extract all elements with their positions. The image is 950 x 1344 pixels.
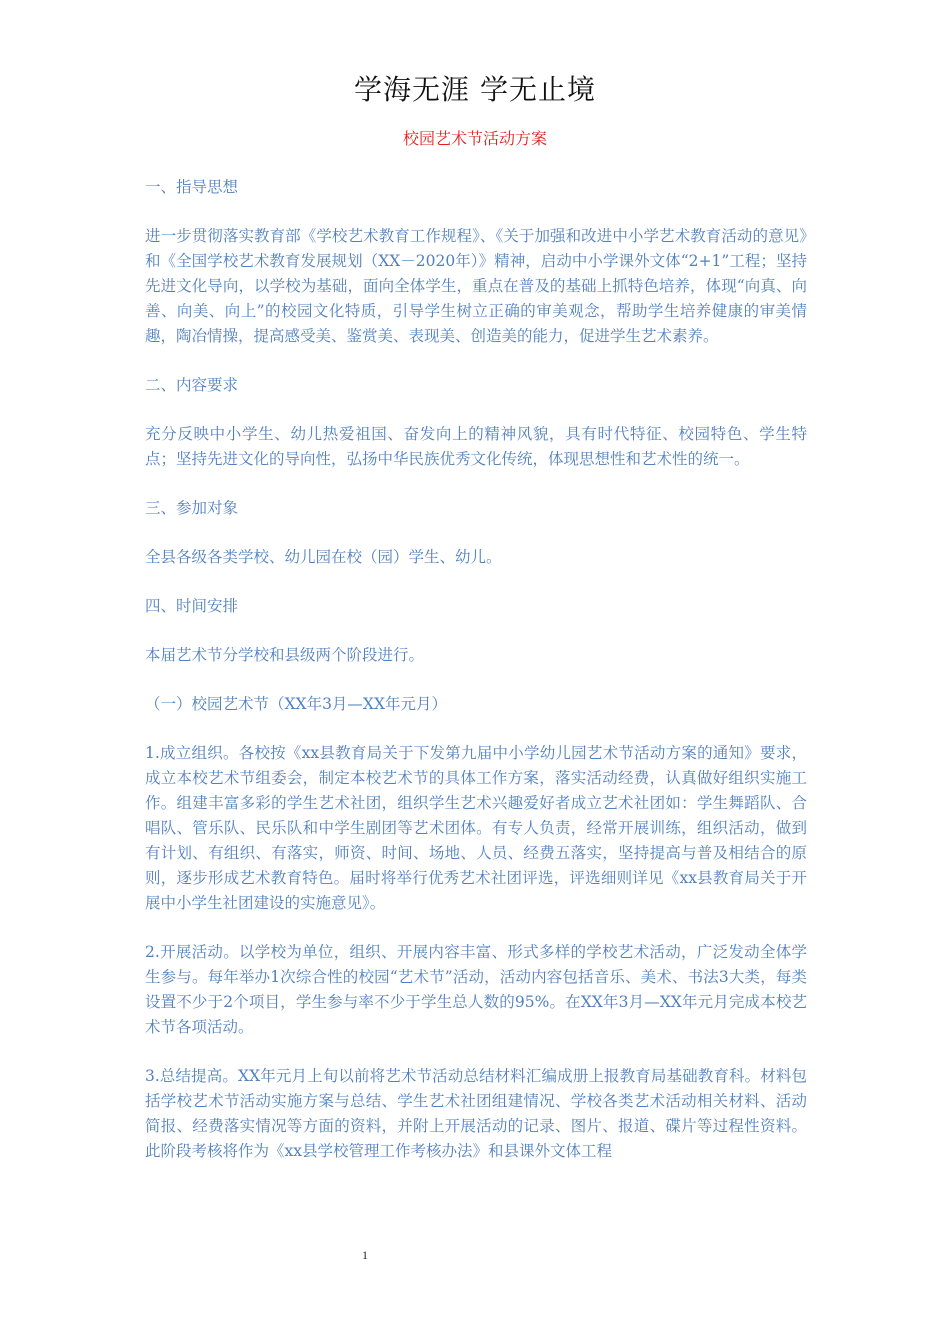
subheading-campus-festival: （一）校园艺术节（XX年3月—XX年元月） <box>145 695 448 713</box>
page-number: 1 <box>362 1248 368 1262</box>
paragraph-guiding-ideology: 进一步贯彻落实教育部《学校艺术教育工作规程》、《关于加强和改进中小学艺术教育活动的意见》和《全国学校艺术教育发展规划（XX－2020年）》精神，启动中小学课外文体“2+1”工程；坚持先进文化导向，以学校为基础，面向全体学生，重点在普及的基础上抓特色培养，体现“向真、向善、向美、向上”的校园文化特质，引导学生树立正确的审美观念，帮助学生培养健康的审美情趣，陶冶情操，提高感受美、鉴赏美、表现美、创造美的能力，促进学生艺术素养。 <box>145 227 807 345</box>
section-heading-content-requirements: 二、内容要求 <box>145 376 239 394</box>
document-body <box>145 175 807 1188</box>
paragraph-summary-improvement: 3.总结提高。XX年元月上旬以前将艺术节活动总结材料汇编成册上报教育局基础教育科。材料包括学校艺术节活动实施方案与总结、学生艺术社团组建情况、学校各类艺术活动相关材料、活动简报、经费落实情况等方面的资料，并附上开展活动的记录、图片、报道、碟片等过程性资料。此阶段考核将作为《xx县学校管理工作考核办法》和县课外文体工程 <box>145 1067 807 1160</box>
section-heading-guiding-ideology: 一、指导思想 <box>145 178 239 196</box>
paragraph-participants: 全县各级各类学校、幼儿园在校（园）学生、幼儿。 <box>145 548 502 566</box>
document-title: 校园艺术节活动方案 <box>402 129 547 148</box>
section-heading-schedule: 四、时间安排 <box>145 597 239 615</box>
section-heading-participants: 三、参加对象 <box>145 499 239 517</box>
page-header-title: 学海无涯 学无止境 <box>354 73 596 106</box>
paragraph-establish-organization: 1.成立组织。各校按《xx县教育局关于下发第九届中小学幼儿园艺术节活动方案的通知》要求，成立本校艺术节组委会，制定本校艺术节的具体工作方案，落实活动经费，认真做好组织实施工作。组建丰富多彩的学生艺术社团，组织学生艺术兴趣爱好者成立艺术社团如：学生舞蹈队、合唱队、管乐队、民乐队和中学生剧团等艺术团体。有专人负责，经常开展训练，组织活动，做到有计划、有组织、有落实，师资、时间、场地、人员、经费五落实，坚持提高与普及相结合的原则，逐步形成艺术教育特色。届时将举行优秀艺术社团评选，评选细则详见《xx县教育局关于开展中小学生社团建设的实施意见》。 <box>145 744 807 912</box>
paragraph-carry-out-activities: 2.开展活动。以学校为单位，组织、开展内容丰富、形式多样的学校艺术活动，广泛发动全体学生参与。每年举办1次综合性的校园“艺术节”活动，活动内容包括音乐、美术、书法3大类，每类设置不少于2个项目，学生参与率不少于学生总人数的95%。在XX年3月—XX年元月完成本校艺术节各项活动。 <box>145 943 807 1036</box>
paragraph-content-requirements: 充分反映中小学生、幼儿热爱祖国、奋发向上的精神风貌，具有时代特征、校园特色、学生特点；坚持先进文化的导向性，弘扬中华民族优秀文化传统，体现思想性和艺术性的统一。 <box>145 425 807 468</box>
paragraph-schedule-intro: 本届艺术节分学校和县级两个阶段进行。 <box>145 646 425 664</box>
